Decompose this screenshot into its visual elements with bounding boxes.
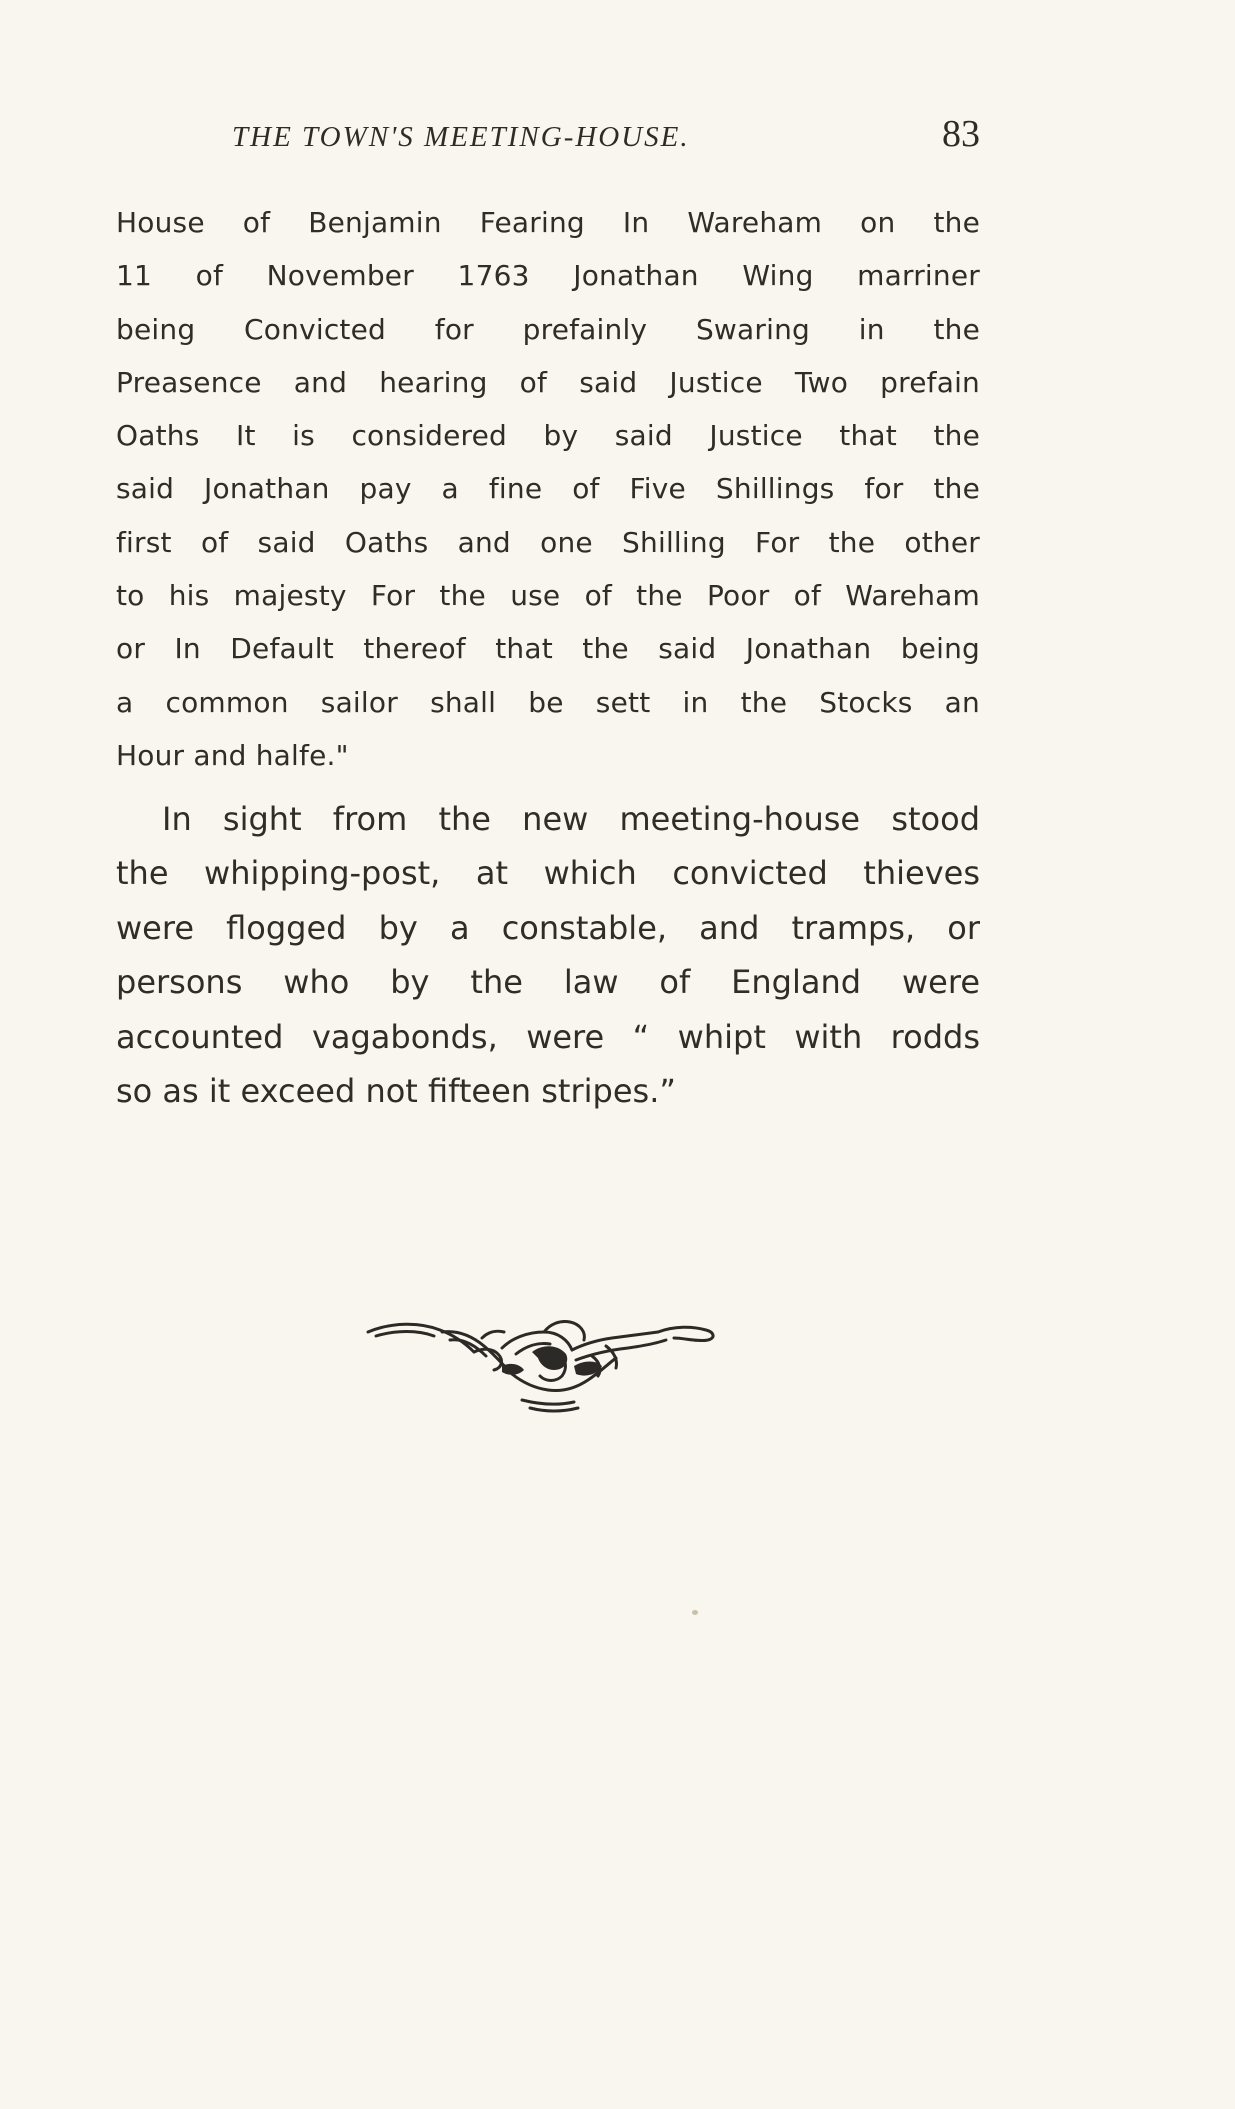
paragraph-line: In sight from the new meeting-house stood — [162, 800, 980, 838]
paper-speck — [692, 1610, 698, 1615]
quote-line: to his majesty For the use of the Poor of Wareham — [116, 579, 980, 613]
quote-line: first of said Oaths and one Shilling For the other — [116, 525, 980, 559]
paragraph-line: accounted vagabonds, were “ whipt with rodds — [116, 1017, 980, 1056]
quote-line: Hour and halfe." — [116, 738, 349, 772]
quote-line: said Jonathan pay a fine of Five Shillings for the — [116, 472, 980, 506]
quote-line: or In Default thereof that the said Jonathan being — [116, 632, 980, 666]
quote-line: House of Benjamin Fearing In Wareham on the — [116, 206, 980, 239]
quote-line: Oaths It is considered by said Justice that the — [116, 419, 980, 453]
quote-line: 11 of November 1763 Jonathan Wing marriner — [116, 259, 980, 293]
paragraph-line: so as it exceed not fifteen stripes.” — [116, 1071, 676, 1110]
quoted-record — [116, 196, 980, 782]
body-paragraph — [116, 792, 980, 1118]
running-head — [116, 112, 980, 162]
quote-line: Preasence and hearing of said Justice Two prefain — [116, 365, 980, 399]
quote-line: being Convicted for prefainly Swaring in the — [116, 312, 980, 346]
tailpiece-ornament-icon — [362, 1308, 722, 1418]
page-number: 83 — [942, 113, 980, 155]
quote-line: a common sailor shall be sett in the Stocks an — [116, 685, 980, 719]
paragraph-line: persons who by the law of England were — [116, 963, 980, 1002]
paragraph-line: the whipping-post, at which convicted thieves — [116, 854, 980, 893]
running-title: THE TOWN'S MEETING-HOUSE. — [232, 121, 690, 153]
paragraph-line: were flogged by a constable, and tramps, or — [116, 908, 980, 947]
